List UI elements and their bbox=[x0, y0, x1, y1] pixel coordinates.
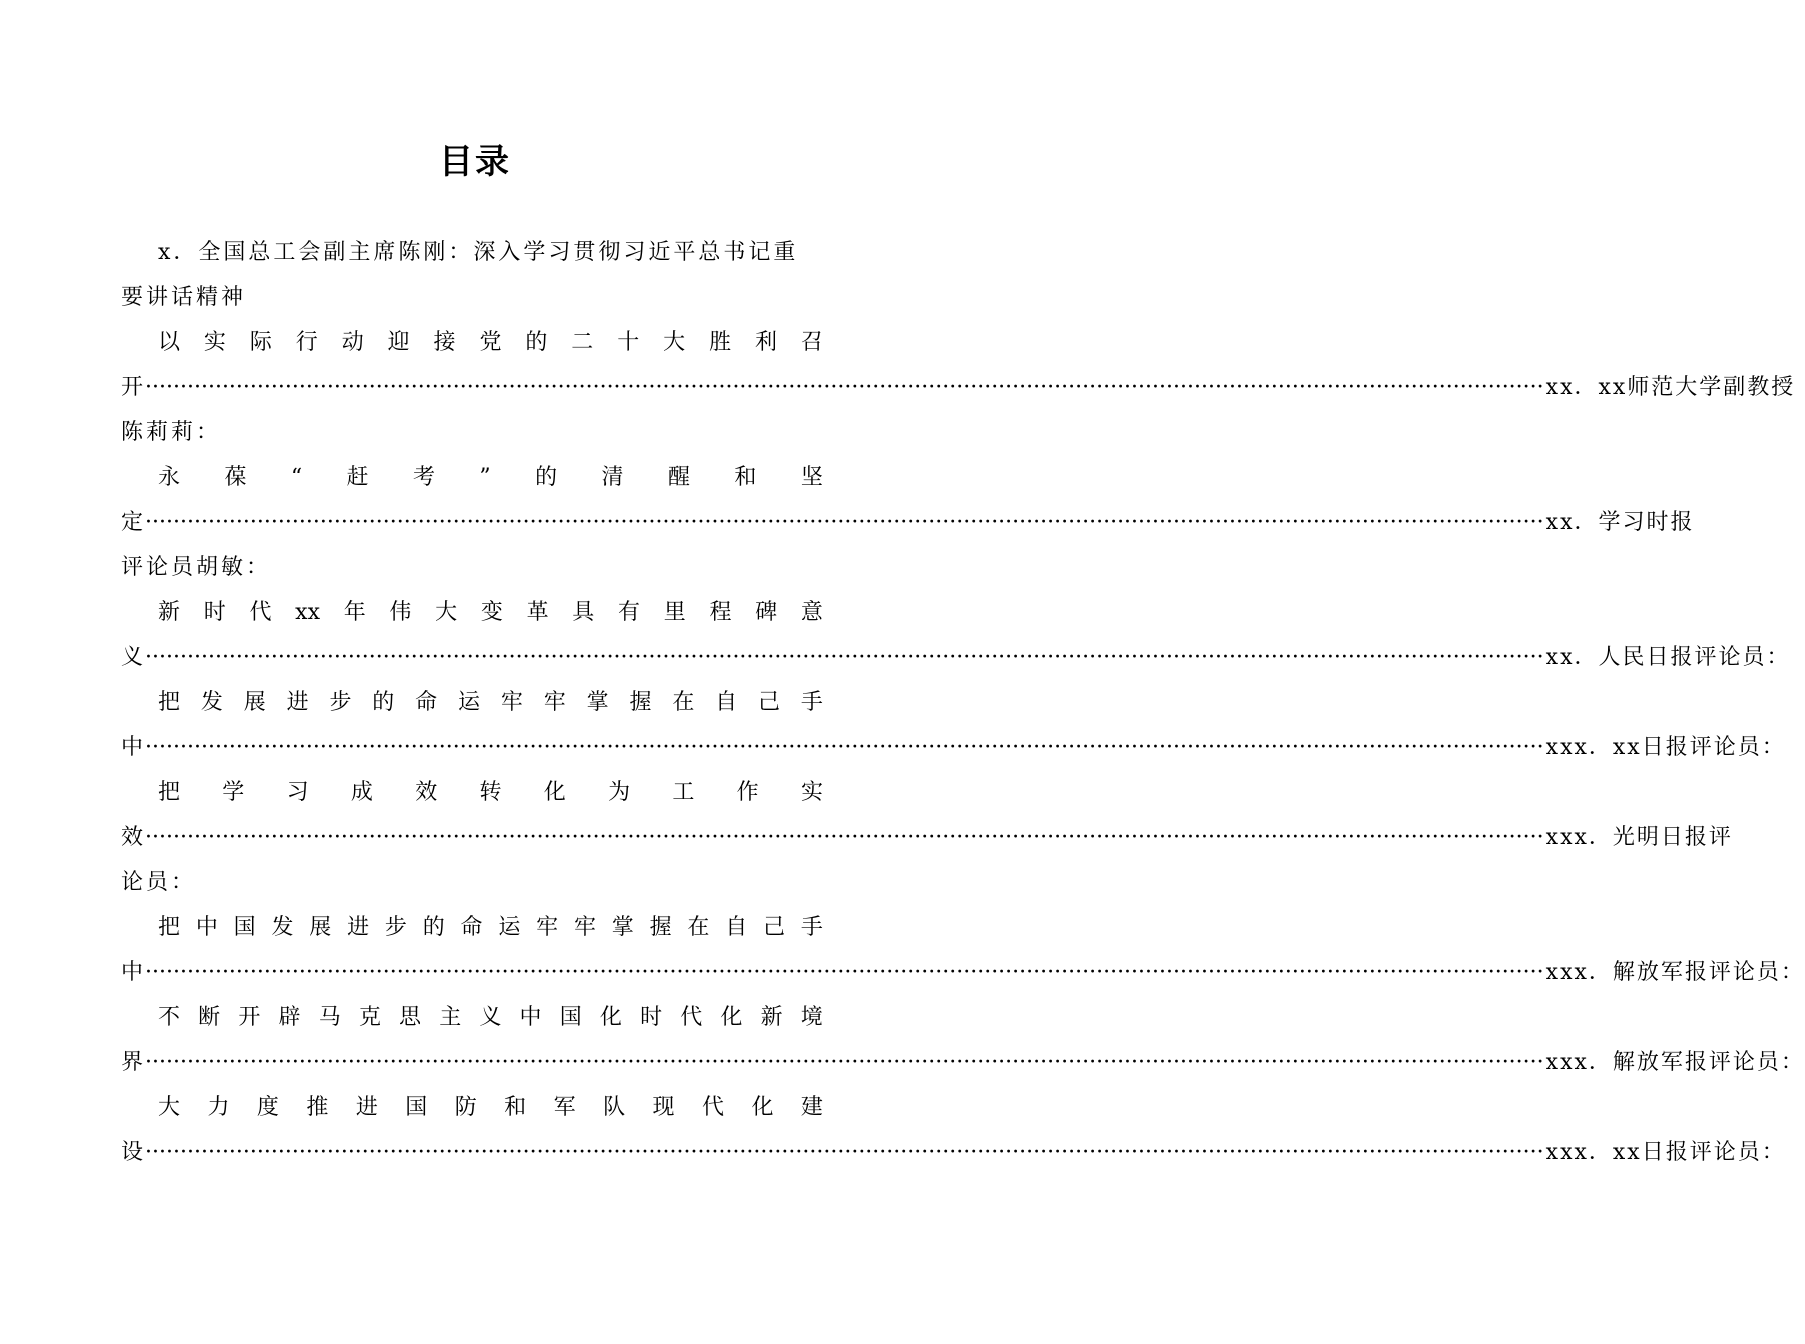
heading-glyph: 程 bbox=[709, 600, 732, 625]
heading-glyph: 断 bbox=[198, 1005, 221, 1030]
toc-entry[interactable] bbox=[121, 680, 1786, 770]
dot-leader: ········································································································································································································ bbox=[145, 1050, 1544, 1075]
heading-glyph: 成 bbox=[350, 780, 373, 805]
toc-entry-source: xxx．解放军报评论员： bbox=[1545, 960, 1805, 985]
heading-glyph: 工 bbox=[672, 780, 695, 805]
toc-entry-lead: 设 bbox=[121, 1140, 144, 1165]
heading-glyph: 有 bbox=[618, 600, 641, 625]
heading-glyph: 队 bbox=[603, 1095, 626, 1120]
toc-entry-line: 要讲话精神 bbox=[121, 285, 247, 310]
heading-glyph: 十 bbox=[617, 330, 640, 355]
toc-entry[interactable] bbox=[121, 455, 1695, 590]
heading-glyph: 时 bbox=[203, 600, 226, 625]
heading-glyph: 党 bbox=[479, 330, 502, 355]
heading-glyph: 展 bbox=[309, 915, 332, 940]
toc-entry[interactable] bbox=[121, 905, 1805, 995]
heading-glyph: 步 bbox=[329, 690, 352, 715]
toc-entry-leader-line bbox=[121, 725, 1786, 770]
heading-glyph: 力 bbox=[207, 1095, 230, 1120]
heading-glyph: 意 bbox=[800, 600, 823, 625]
toc-entry-source: xx．学习时报 bbox=[1545, 510, 1695, 535]
heading-glyph: 不 bbox=[158, 1005, 181, 1030]
heading-glyph: 时 bbox=[640, 1005, 663, 1030]
heading-glyph: 在 bbox=[687, 915, 710, 940]
heading-glyph: 年 bbox=[343, 600, 366, 625]
toc-entry-lead: 中 bbox=[121, 960, 144, 985]
heading-glyph: 赶 bbox=[346, 465, 369, 490]
heading-glyph: 碑 bbox=[755, 600, 778, 625]
heading-glyph: 在 bbox=[672, 690, 695, 715]
heading-glyph: 化 bbox=[751, 1095, 774, 1120]
heading-glyph: 胜 bbox=[709, 330, 732, 355]
heading-glyph: 把 bbox=[158, 780, 181, 805]
heading-glyph: 葆 bbox=[224, 465, 247, 490]
toc-entry-leader-line bbox=[121, 1040, 1805, 1085]
heading-glyph: 把 bbox=[158, 915, 181, 940]
toc-entry[interactable] bbox=[121, 230, 823, 320]
heading-glyph: 实 bbox=[800, 780, 823, 805]
heading-glyph: 牢 bbox=[536, 915, 559, 940]
toc-entry[interactable] bbox=[121, 995, 1805, 1085]
heading-glyph: 克 bbox=[358, 1005, 381, 1030]
heading-glyph: 的 bbox=[422, 915, 445, 940]
table-of-contents bbox=[121, 230, 1805, 1175]
toc-entry-leader-line bbox=[121, 1130, 1786, 1175]
heading-glyph: 手 bbox=[800, 915, 823, 940]
toc-entry[interactable] bbox=[121, 770, 1733, 905]
toc-entry[interactable] bbox=[121, 1085, 1786, 1175]
dot-leader: ········································································································································································································ bbox=[145, 735, 1544, 760]
heading-glyph: 效 bbox=[415, 780, 438, 805]
toc-entry-lead: 效 bbox=[121, 825, 144, 850]
heading-glyph: 以 bbox=[158, 330, 181, 355]
toc-entry-source: xxx．xx日报评论员： bbox=[1545, 1140, 1786, 1165]
toc-entry-line: 评论员胡敏： bbox=[121, 555, 272, 580]
heading-glyph: 国 bbox=[559, 1005, 582, 1030]
heading-glyph: 运 bbox=[458, 690, 481, 715]
heading-glyph: 革 bbox=[526, 600, 549, 625]
toc-entry-heading bbox=[121, 770, 823, 815]
toc-entry-line: 论员： bbox=[121, 870, 197, 895]
toc-entry-leader-line bbox=[121, 635, 1791, 680]
heading-glyph: 新 bbox=[158, 600, 181, 625]
heading-glyph: 接 bbox=[433, 330, 456, 355]
heading-glyph: 的 bbox=[525, 330, 548, 355]
dot-leader: ········································································································································································································ bbox=[145, 645, 1544, 670]
heading-glyph: 永 bbox=[158, 465, 181, 490]
heading-glyph: 转 bbox=[479, 780, 502, 805]
heading-glyph: 考 bbox=[412, 465, 435, 490]
heading-glyph: ” bbox=[479, 465, 491, 490]
toc-entry-leader-line bbox=[121, 365, 1796, 410]
toc-entry-heading bbox=[121, 995, 823, 1040]
heading-glyph: 动 bbox=[341, 330, 364, 355]
heading-glyph: 中 bbox=[195, 915, 218, 940]
toc-entry-lead: 中 bbox=[121, 735, 144, 760]
heading-glyph: 学 bbox=[222, 780, 245, 805]
heading-glyph: 牢 bbox=[573, 915, 596, 940]
heading-glyph: 代 bbox=[701, 1095, 724, 1120]
heading-glyph: 自 bbox=[725, 915, 748, 940]
heading-glyph: 代 bbox=[680, 1005, 703, 1030]
heading-glyph: 牢 bbox=[500, 690, 523, 715]
heading-glyph: 建 bbox=[800, 1095, 823, 1120]
heading-glyph: 自 bbox=[715, 690, 738, 715]
heading-glyph: 思 bbox=[399, 1005, 422, 1030]
heading-glyph: 己 bbox=[758, 690, 781, 715]
toc-entry-heading bbox=[121, 320, 823, 365]
heading-glyph: 开 bbox=[238, 1005, 261, 1030]
dot-leader: ········································································································································································································ bbox=[145, 375, 1544, 400]
heading-glyph: 利 bbox=[754, 330, 777, 355]
heading-glyph: 清 bbox=[601, 465, 624, 490]
heading-glyph: 命 bbox=[415, 690, 438, 715]
heading-glyph: 为 bbox=[608, 780, 631, 805]
toc-entry[interactable] bbox=[121, 320, 1796, 455]
heading-glyph: 化 bbox=[543, 780, 566, 805]
heading-glyph: 推 bbox=[306, 1095, 329, 1120]
heading-glyph: 实 bbox=[203, 330, 226, 355]
toc-entry-lead: 义 bbox=[121, 645, 144, 670]
toc-entry-source: xxx．光明日报评 bbox=[1545, 825, 1733, 850]
heading-glyph: 义 bbox=[479, 1005, 502, 1030]
heading-glyph: 国 bbox=[405, 1095, 428, 1120]
toc-entry-source: xxx．解放军报评论员： bbox=[1545, 1050, 1805, 1075]
heading-glyph: 掌 bbox=[611, 915, 634, 940]
heading-glyph: 国 bbox=[233, 915, 256, 940]
heading-glyph: 化 bbox=[720, 1005, 743, 1030]
heading-glyph: 行 bbox=[295, 330, 318, 355]
heading-glyph: 习 bbox=[286, 780, 309, 805]
heading-glyph: 和 bbox=[504, 1095, 527, 1120]
toc-entry-heading bbox=[121, 590, 823, 635]
heading-glyph: 发 bbox=[200, 690, 223, 715]
heading-glyph: 里 bbox=[663, 600, 686, 625]
heading-glyph: 具 bbox=[572, 600, 595, 625]
toc-entry-leader-line bbox=[121, 815, 1733, 860]
heading-glyph: xx bbox=[295, 600, 320, 625]
heading-glyph: 大 bbox=[158, 1095, 181, 1120]
heading-glyph: 防 bbox=[454, 1095, 477, 1120]
heading-glyph: 步 bbox=[384, 915, 407, 940]
dot-leader: ········································································································································································································ bbox=[145, 960, 1544, 985]
toc-entry-heading bbox=[121, 1085, 823, 1130]
heading-glyph: 坚 bbox=[800, 465, 823, 490]
toc-entry-source: xxx．xx日报评论员： bbox=[1545, 735, 1786, 760]
heading-glyph: 进 bbox=[347, 915, 370, 940]
heading-glyph: 辟 bbox=[278, 1005, 301, 1030]
heading-glyph: 大 bbox=[663, 330, 686, 355]
heading-glyph: 牢 bbox=[543, 690, 566, 715]
heading-glyph: 进 bbox=[286, 690, 309, 715]
toc-entry-heading bbox=[121, 905, 823, 950]
heading-glyph: 中 bbox=[519, 1005, 542, 1030]
toc-entry-source: xx．人民日报评论员： bbox=[1545, 645, 1791, 670]
heading-glyph: 召 bbox=[800, 330, 823, 355]
toc-entry-leader-line bbox=[121, 500, 1695, 545]
page-title: 目录 bbox=[439, 142, 511, 182]
heading-glyph: 展 bbox=[243, 690, 266, 715]
heading-glyph: 的 bbox=[372, 690, 395, 715]
heading-glyph: 代 bbox=[249, 600, 272, 625]
heading-glyph: 己 bbox=[763, 915, 786, 940]
heading-glyph: 握 bbox=[629, 690, 652, 715]
heading-glyph: 际 bbox=[249, 330, 272, 355]
dot-leader: ········································································································································································································ bbox=[145, 1140, 1544, 1165]
toc-entry-lead: 定 bbox=[121, 510, 144, 535]
toc-entry-lead: 开 bbox=[121, 375, 144, 400]
heading-glyph: 境 bbox=[800, 1005, 823, 1030]
dot-leader: ········································································································································································································ bbox=[145, 510, 1544, 535]
heading-glyph: 度 bbox=[256, 1095, 279, 1120]
heading-glyph: 主 bbox=[439, 1005, 462, 1030]
heading-glyph: 化 bbox=[599, 1005, 622, 1030]
heading-glyph: 发 bbox=[271, 915, 294, 940]
heading-glyph: 伟 bbox=[389, 600, 412, 625]
heading-glyph: 握 bbox=[649, 915, 672, 940]
heading-glyph: 大 bbox=[435, 600, 458, 625]
toc-entry-lead: 界 bbox=[121, 1050, 144, 1075]
heading-glyph: 马 bbox=[318, 1005, 341, 1030]
heading-glyph: 把 bbox=[158, 690, 181, 715]
heading-glyph: 进 bbox=[355, 1095, 378, 1120]
dot-leader: ········································································································································································································ bbox=[145, 825, 1544, 850]
toc-entry-heading bbox=[121, 680, 823, 725]
heading-glyph: 命 bbox=[460, 915, 483, 940]
heading-glyph: “ bbox=[290, 465, 303, 490]
heading-glyph: 的 bbox=[535, 465, 558, 490]
heading-glyph: 军 bbox=[553, 1095, 576, 1120]
toc-entry-source: xx．xx师范大学副教授 bbox=[1545, 375, 1796, 400]
heading-glyph: 作 bbox=[736, 780, 759, 805]
toc-entry[interactable] bbox=[121, 590, 1791, 680]
toc-entry-line: x．全国总工会副主席陈刚：深入学习贯彻习近平总书记重 bbox=[158, 240, 799, 265]
heading-glyph: 掌 bbox=[586, 690, 609, 715]
heading-glyph: 变 bbox=[480, 600, 503, 625]
heading-glyph: 现 bbox=[652, 1095, 675, 1120]
heading-glyph: 醒 bbox=[667, 465, 690, 490]
heading-glyph: 迎 bbox=[387, 330, 410, 355]
toc-entry-leader-line bbox=[121, 950, 1805, 995]
toc-entry-line: 陈莉莉： bbox=[121, 420, 222, 445]
toc-entry-heading bbox=[121, 455, 823, 500]
heading-glyph: 运 bbox=[498, 915, 521, 940]
heading-glyph: 和 bbox=[734, 465, 757, 490]
heading-glyph: 二 bbox=[571, 330, 594, 355]
heading-glyph: 新 bbox=[760, 1005, 783, 1030]
heading-glyph: 手 bbox=[800, 690, 823, 715]
